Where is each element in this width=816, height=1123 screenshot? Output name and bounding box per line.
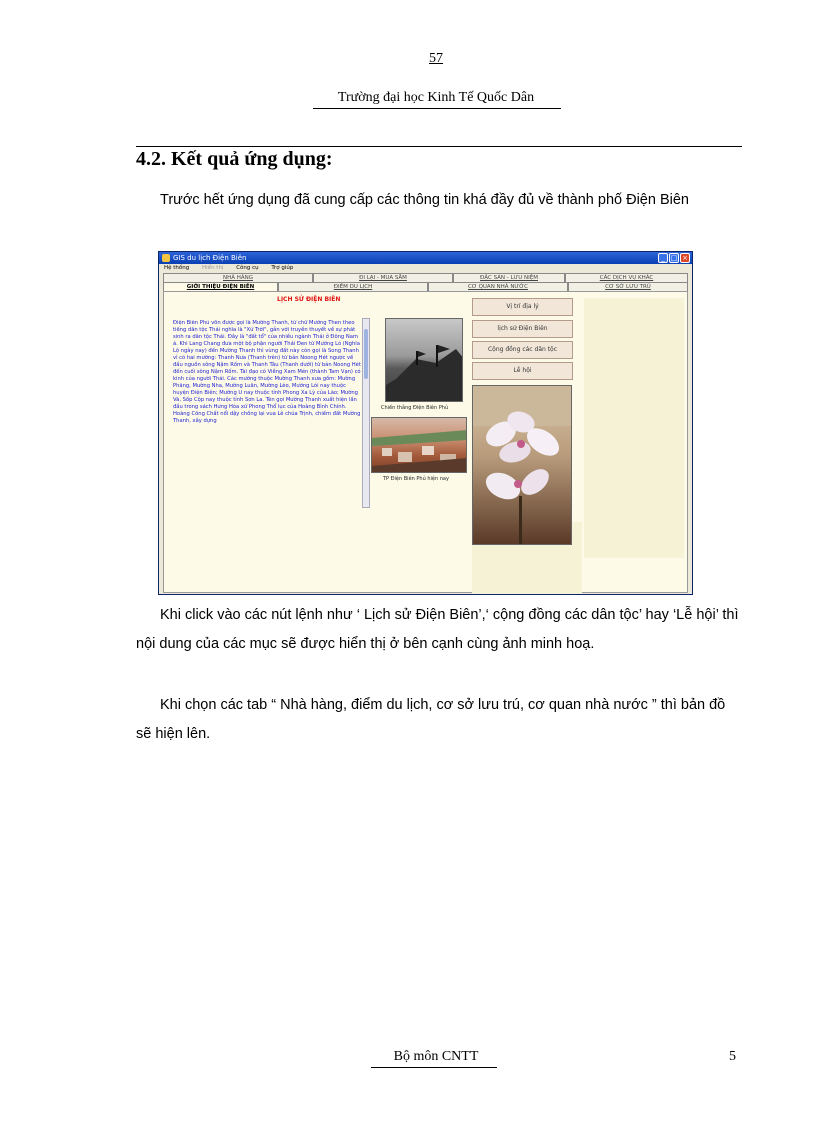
footer-underline xyxy=(371,1067,497,1068)
panel-title: LỊCH SỬ ĐIỆN BIÊN xyxy=(277,296,341,303)
tab-government[interactable]: CƠ QUAN NHÀ NƯỚC xyxy=(428,282,568,291)
tab-tourist-spots[interactable]: ĐIỂM DU LỊCH xyxy=(278,282,428,291)
click-paragraph xyxy=(136,601,740,659)
tab-restaurants[interactable]: NHÀ HÀNG xyxy=(163,273,313,282)
school-name: Trường đại học Kinh Tế Quốc Dân xyxy=(337,90,535,105)
click-text: Khi click vào các nút lệnh như ‘ Lịch sử Điện Biên’,‘ cộng đồng các dân tộc’ hay ‘Lễ hội’ thì nội dung của các mục sẽ được hiển thị ở bên cạnh cùng ảnh minh hoạ. xyxy=(136,607,739,652)
page-number-bottom: 5 xyxy=(729,1049,736,1064)
history-button[interactable]: lịch sử Điện Biên xyxy=(472,320,573,338)
app-screenshot-window xyxy=(158,251,693,595)
city-photo-art xyxy=(372,418,467,473)
history-scrollbar[interactable] xyxy=(362,318,370,508)
victory-photo-caption: Chiến thắng Điện Biên Phủ xyxy=(381,405,449,411)
app-menubar xyxy=(159,264,692,273)
city-photo-caption: TP Điện Biên Phủ hiện nay xyxy=(383,476,449,482)
menu-view[interactable]: Hiển thị xyxy=(202,265,224,271)
victory-photo xyxy=(385,318,463,402)
intro-text: Trước hết ứng dụng đã cung cấp các thông tin khá đầy đủ về thành phố Điện Biên xyxy=(160,192,689,208)
tab-specialties[interactable]: ĐẶC SẢN - LƯU NIỆM xyxy=(453,273,565,282)
ethnic-communities-button[interactable]: Cộng đồng các dân tộc xyxy=(472,341,573,359)
footer-department: Bộ môn CNTT xyxy=(393,1049,479,1064)
tab-travel-shopping[interactable]: ĐI LẠI - MUA SẮM xyxy=(313,273,453,282)
tab-row-1 xyxy=(163,273,688,282)
tab-accommodation[interactable]: CƠ SỞ LƯU TRÚ xyxy=(568,282,688,291)
menu-system[interactable]: Hệ thống xyxy=(164,265,190,271)
tab-intro-dien-bien[interactable]: GIỚI THIỆU ĐIỆN BIÊN xyxy=(163,282,278,291)
city-photo xyxy=(371,417,467,473)
app-window-title: GIS du lịch Điện Biên xyxy=(173,254,247,262)
section-heading: 4.2. Kết quả ứng dụng: xyxy=(136,148,333,170)
minimize-icon[interactable]: _ xyxy=(658,253,668,263)
history-text: Điện Biên Phủ vốn được gọi là Mường Thanh, từ chữ Mường Then theo tiếng dân tộc Thái nghĩa là "Xứ Trời", gắn với truyền thuyết về sự phát sinh ra dân tộc Thái. Đây là "đất tổ" của nhiều ngành Thái ở Đông Nam á. Khi Lang Chang đưa một bộ phận người Thái Đen từ Mường Lò (Nghĩa Lộ ngày nay) đến Mường Thanh thì vùng đất này còn gọi là Song Thanh vì có hai mường: Thanh Nưa (Thanh trên) từ bản Noong Hét ngược về đầu nguồn sông Nậm Rốm và Thanh Tâu (Thanh dưới) từ bản Noong Hét đến cuối sông Nậm Rốm. Tài đạo có Viềng Xam Mén (thành Tam Vạn) có kinh của người Thái. Các mường thuộc Mường Thanh xưa gồm: Mường Phăng, Mường Nha, Mường Luân, Mường Lèo, Mường Lói nay thuộc huyện Điện Biên; Mường U nay thuộc tỉnh Phong Xa Lỳ của Lào; Mường Và, Sốp Cộp nay thuộc tỉnh Sơn La. Tên gọi Mường Thanh xuất hiện lần đầu trong sách Hưng Hóa xứ Phong Thổ lục của Hoàng Bình Chính. Hoàng Công Chất nổi dậy chống lại vua Lê chúa Trịnh, chiếm đất Mường Thanh, xây dựng xyxy=(173,320,361,424)
flower-photo xyxy=(472,385,572,545)
app-titlebar xyxy=(159,252,692,264)
tabs-text: Khi chọn các tab “ Nhà hàng, điểm du lịch, cơ sở lưu trú, cơ quan nhà nước ” thì bản đồ sẽ hiện lên. xyxy=(136,697,726,742)
scrollbar-thumb[interactable] xyxy=(364,329,368,379)
tabs-paragraph xyxy=(136,691,740,749)
tab-row-2 xyxy=(163,282,688,291)
victory-photo-art xyxy=(386,319,463,402)
app-logo-icon xyxy=(162,254,170,262)
right-blank-pane xyxy=(584,298,684,558)
header-underline xyxy=(313,108,561,109)
close-icon[interactable]: × xyxy=(680,253,690,263)
page-number-top: 57 xyxy=(429,51,443,66)
maximize-icon[interactable]: □ xyxy=(670,254,678,262)
header-rule xyxy=(136,146,742,147)
tab-other-services[interactable]: CÁC DỊCH VỤ KHÁC xyxy=(565,273,688,282)
festival-button[interactable]: Lễ hội xyxy=(472,362,573,380)
menu-help[interactable]: Trợ giúp xyxy=(271,265,294,271)
geo-location-button[interactable]: Vị trí địa lý xyxy=(472,298,573,316)
flower-photo-art xyxy=(473,386,572,545)
menu-tools[interactable]: Công cụ xyxy=(236,265,259,271)
intro-paragraph xyxy=(136,186,740,215)
